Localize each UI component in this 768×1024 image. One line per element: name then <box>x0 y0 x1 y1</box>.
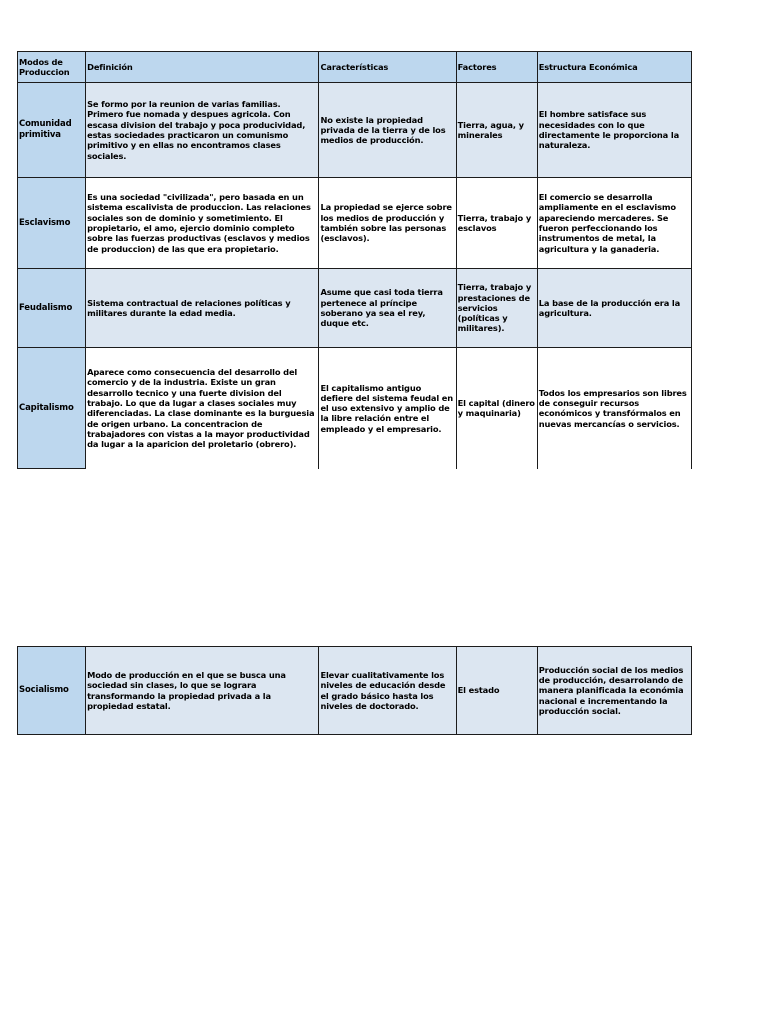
header-economic-structure: Estructura Económica <box>537 52 691 83</box>
definition-cell: Sistema contractual de relaciones políticas y militares durante la edad media. <box>86 269 319 348</box>
factors-cell: Tierra, agua, y minerales <box>456 83 537 178</box>
factors-cell: Tierra, trabajo y esclavos <box>456 178 537 269</box>
header-characteristics: Características <box>319 52 456 83</box>
definition-cell: Modo de producción en el que se busca una sociedad sin clases, lo que se lograra transformando la propiedad privada a la propiedad estatal. <box>86 647 319 735</box>
factors-cell: Tierra, trabajo y prestaciones de servicios (políticas y militares). <box>456 269 537 348</box>
economic-structure-cell: Todos los empresarios son libres de conseguir recursos económicos y transfórmalos en nuevas mercancías o servicios. <box>537 348 691 469</box>
socialism-table <box>17 646 692 735</box>
economic-structure-cell: La base de la producción era la agricultura. <box>537 269 691 348</box>
definition-cell: Aparece como consecuencia del desarrollo del comercio y de la industria. Existe un gran desarrollo tecnico y una fuerte division del trabajo. Lo que da lugar a clases sociales muy diferenciadas. La clase dominante es la burguesia de origen urbano. La concentracion de trabajadores con vistas a la mayor productividad da lugar a la aparicion del proletario (obrero). <box>86 348 319 469</box>
header-mode: Modos de Produccion <box>18 52 86 83</box>
header-factors: Factores <box>456 52 537 83</box>
table-row <box>18 83 692 178</box>
mode-cell: Feudalismo <box>18 269 86 348</box>
definition-cell: Se formo por la reunion de varias familias. Primero fue nomada y despues agricola. Con escasa division del trabajo y poca producividad, estas sociedades practicaron un comunismo primitivo y en ellas no encontramos clases sociales. <box>86 83 319 178</box>
table-row <box>18 178 692 269</box>
economic-structure-cell: Producción social de los medios de producción, desarrolando de manera planificada la económia nacional e incrementando la producción social. <box>537 647 691 735</box>
economic-structure-cell: El comercio se desarrolla ampliamente en el esclavismo apareciendo mercaderes. Se fueron perfeccionando los instrumentos de metal, la agricultura y la ganaderia. <box>537 178 691 269</box>
mode-cell: Capitalismo <box>18 348 86 469</box>
header-definition: Definición <box>86 52 319 83</box>
factors-cell: El capital (dinero y maquinaria) <box>456 348 537 469</box>
table-row <box>18 348 692 469</box>
production-modes-table <box>17 51 692 469</box>
table-header-row <box>18 52 692 83</box>
mode-cell: Socialismo <box>18 647 86 735</box>
mode-cell: Esclavismo <box>18 178 86 269</box>
characteristics-cell: Elevar cualitativamente los niveles de educación desde el grado básico hasta los niveles de doctorado. <box>319 647 456 735</box>
table-row <box>18 647 692 735</box>
definition-cell: Es una sociedad "civilizada", pero basada en un sistema escalivista de produccion. Las relaciones sociales son de dominio y sometimiento. El propietario, el amo, ejercio dominio completo sobre las fuerzas productivas (esclavos y medios de produccion) de las que era propietario. <box>86 178 319 269</box>
characteristics-cell: No existe la propiedad privada de la tierra y de los medios de producción. <box>319 83 456 178</box>
characteristics-cell: Asume que casi toda tierra pertenece al príncipe soberano ya sea el rey, duque etc. <box>319 269 456 348</box>
factors-cell: El estado <box>456 647 537 735</box>
table-row <box>18 269 692 348</box>
mode-cell: Comunidad primitiva <box>18 83 86 178</box>
characteristics-cell: El capitalismo antiguo defiere del sistema feudal en el uso extensivo y amplio de la libre relación entre el empleado y el empresario. <box>319 348 456 469</box>
characteristics-cell: La propiedad se ejerce sobre los medios de producción y también sobre las personas (esclavos). <box>319 178 456 269</box>
economic-structure-cell: El hombre satisface sus necesidades con lo que directamente le proporciona la naturaleza. <box>537 83 691 178</box>
